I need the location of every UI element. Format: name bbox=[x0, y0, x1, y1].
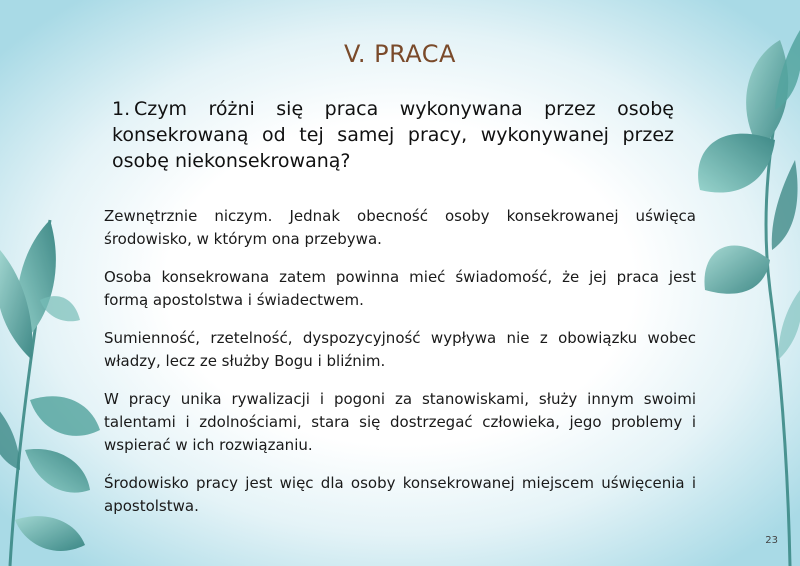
question bbox=[112, 96, 674, 174]
paragraph: W pracy unika rywalizacji i pogoni za stanowiskami, służy innym swoimi talentami i zdolnościami, stara się dostrzegać człowieka, jego problemy i wspierać w ich rozwiązaniu. bbox=[104, 390, 696, 454]
leaf-cluster-top-right bbox=[698, 30, 800, 566]
answer-body bbox=[104, 205, 696, 533]
leaf-cluster-bottom-left bbox=[0, 220, 100, 566]
paragraph: Zewnętrznie niczym. Jednak obecność osoby konsekrowanej uświęca środowisko, w którym ona przebywa. bbox=[104, 207, 696, 248]
page-number: 23 bbox=[765, 535, 778, 546]
slide-title: V. PRACA bbox=[344, 40, 456, 68]
paragraph: Osoba konsekrowana zatem powinna mieć świadomość, że jej praca jest formą apostolstwa i świadectwem. bbox=[104, 268, 696, 309]
paragraph: Sumienność, rzetelność, dyspozycyjność wypływa nie z obowiązku wobec władzy, lecz ze służby Bogu i bliźnim. bbox=[104, 329, 696, 370]
question-text: Czym różni się praca wykonywana przez osobę konsekrowaną od tej samej pracy, wykonywanej przez osobę niekonsekrowaną? bbox=[112, 98, 674, 172]
paragraph: Środowisko pracy jest więc dla osoby konsekrowanej miejscem uświęcenia i apostolstwa. bbox=[104, 474, 696, 515]
question-number: 1. bbox=[112, 98, 131, 120]
